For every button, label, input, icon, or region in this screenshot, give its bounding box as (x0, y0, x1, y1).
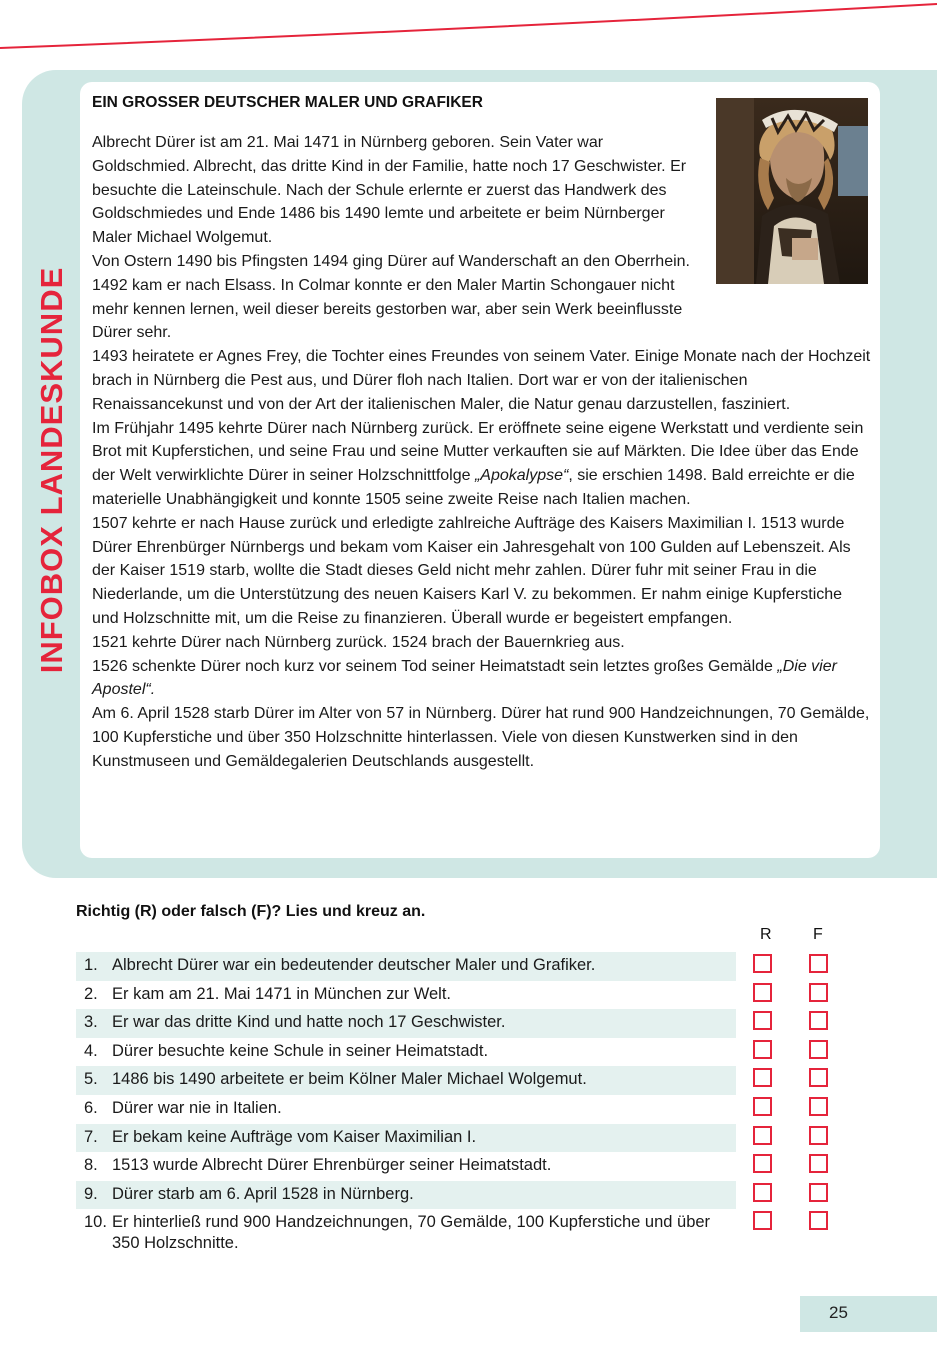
quiz-instruction: Richtig (R) oder falsch (F)? Lies und kreuz an. (76, 903, 426, 920)
quiz-statement-row (76, 952, 736, 981)
statement-number: 9. (84, 1184, 98, 1203)
checkbox-falsch[interactable] (809, 1097, 828, 1116)
article-body (92, 131, 872, 774)
statement-text: 1486 bis 1490 arbeitete er beim Kölner Maler Michael Wolgemut. (112, 1070, 587, 1089)
article-paragraph: 1507 kehrte er nach Hause zurück und erledigte zahlreiche Aufträge des Kaisers Maximilian I. 1513 wurde Dürer Ehrenbürger Nürnbergs und bekam vom Kaiser ein Jahresgehalt von 100 Gulden auf Lebenszeit. Als der Kaiser 1519 starb, wollte die Stadt dieses Geld nicht mehr zahlen. Dürer fuhr mit seiner Frau in die Niederlande, um die Unterstützung des neuen Kaisers Karl V. zu bekommen. Er nahm einige Kupferstiche und Holzschnitte mit, um die Reise zu finanzieren. Überall wurde er begeistert empfangen. (92, 514, 851, 627)
article-paragraph: Am 6. April 1528 starb Dürer im Alter von 57 in Nürnberg. Dürer hat rund 900 Handzeichnungen, 70 Gemälde, 100 Kupferstiche und über 350 Holzschnitte hinterlassen. Viele von diesen Kunstwerken sind in den Kunstmuseen und Gemäldegalerien Deutschlands ausgestellt. (92, 705, 870, 770)
quiz-statement-row (76, 1124, 736, 1153)
statement-number: 4. (84, 1041, 98, 1060)
checkbox-richtig[interactable] (753, 1183, 772, 1202)
page-number-box (800, 1296, 937, 1332)
checkbox-falsch[interactable] (809, 1126, 828, 1145)
checkbox-falsch[interactable] (809, 1011, 828, 1030)
checkbox-falsch[interactable] (809, 1040, 828, 1059)
column-header-richtig: R (760, 926, 772, 943)
statement-number: 1. (84, 956, 98, 974)
checkbox-richtig[interactable] (753, 1126, 772, 1145)
checkbox-richtig[interactable] (753, 1154, 772, 1173)
article-paragraph: Von Ostern 1490 bis Pfingsten 1494 ging Dürer auf Wanderschaft an den Oberrhein. 1492 kam er nach Elsass. In Colmar konnte er den Maler Martin Schongauer nicht mehr kennen lernen, weil dieser bereits gestorben war, aber sein Werk beeinflusste Dürer sehr. (92, 252, 690, 342)
quiz-statement-row (76, 1038, 736, 1067)
quiz-statement-row (76, 1066, 736, 1095)
quiz-statement-row (76, 1181, 736, 1210)
checkbox-richtig[interactable] (753, 1040, 772, 1059)
checkbox-richtig[interactable] (753, 1011, 772, 1030)
artwork-title: „Apokalypse“ (474, 467, 569, 485)
article-paragraph: 1526 schenkte Dürer noch kurz vor seinem Tod seiner Heimatstadt sein letztes großes Gemälde „Die vier Apostel“. (92, 657, 837, 699)
statement-number: 7. (84, 1127, 98, 1146)
statement-text: Er hinterließ rund 900 Handzeichnungen, 70 Gemälde, 100 Kupferstiche und über 350 Holzschnitte. (112, 1213, 711, 1253)
checkbox-richtig[interactable] (753, 1097, 772, 1116)
checkbox-falsch[interactable] (809, 954, 828, 973)
statement-number: 5. (84, 1070, 98, 1089)
checkbox-richtig[interactable] (753, 1211, 772, 1230)
quiz-statement-row (76, 1209, 736, 1257)
statement-text: Dürer starb am 6. April 1528 in Nürnberg. (112, 1184, 414, 1203)
statement-text: Er bekam keine Aufträge vom Kaiser Maximilian I. (112, 1127, 477, 1146)
article-paragraph: Albrecht Dürer ist am 21. Mai 1471 in Nürnberg geboren. Sein Vater war Goldschmied. Albrecht, das dritte Kind in der Familie, hatte noch 17 Geschwister. Er besuchte die Lateinschule. Nach der Schule erlernte er zuerst das Handwerk des Goldschmiedes und Ende 1486 bis 1490 lemte und arbeitete er beim Nürnberger Maler Michael Wolgemut. (92, 134, 687, 247)
statement-text: 1513 wurde Albrecht Dürer Ehrenbürger seiner Heimatstadt. (112, 1156, 552, 1175)
article-paragraph: 1521 kehrte Dürer nach Nürnberg zurück. 1524 brach der Bauernkrieg aus. (92, 633, 625, 651)
statement-number: 2. (84, 984, 98, 1003)
article-paragraph: Im Frühjahr 1495 kehrte Dürer nach Nürnberg zurück. Er eröffnete seine eigene Werkstatt und verdiente sein Brot mit Kupferstichen, und seine Frau und seine Mutter verkauften sie auf Märkten. Die Idee über das Ende der Welt verwirklichte Dürer in seiner Holzschnittfolge „Apokalypse“, sie erschien 1498. Bald erreichte er die materielle Unabhängigkeit und konnte 1505 seine zweite Reise nach Italien machen. (92, 419, 864, 508)
statement-number: 10. (84, 1213, 107, 1232)
artwork-title: „Die vier Apostel“. (92, 657, 837, 699)
column-header-falsch: F (813, 926, 823, 943)
quiz-statement-row (76, 1009, 736, 1038)
article-title: EIN GROSSER DEUTSCHER MALER UND GRAFIKER (92, 94, 483, 111)
statement-text: Er war das dritte Kind und hatte noch 17 Geschwister. (112, 1013, 506, 1032)
top-rule-line (0, 0, 937, 60)
statement-number: 3. (84, 1013, 98, 1032)
statement-text: Er kam am 21. Mai 1471 in München zur Welt. (112, 984, 452, 1003)
checkbox-richtig[interactable] (753, 1068, 772, 1087)
checkbox-falsch[interactable] (809, 1068, 828, 1087)
page-number: 25 (829, 1303, 848, 1322)
article-paragraph: 1493 heiratete er Agnes Frey, die Tochter eines Freundes von seinem Vater. Einige Monate nach der Hochzeit brach in Nürnberg die Pest aus, und Dürer floh nach Italien. Dort war er von der italienischen Renaissancekunst und von der Art der italienischen Maler, die Natur genau darzustellen, fasziniert. (92, 348, 871, 413)
checkbox-richtig[interactable] (753, 983, 772, 1002)
checkbox-falsch[interactable] (809, 1183, 828, 1202)
quiz-statement-list (76, 952, 736, 1257)
statement-text: Dürer war nie in Italien. (112, 1098, 282, 1117)
quiz-statement-row (76, 1095, 736, 1124)
statement-number: 6. (84, 1098, 98, 1117)
statement-text: Dürer besuchte keine Schule in seiner Heimatstadt. (112, 1041, 489, 1060)
checkbox-falsch[interactable] (809, 1154, 828, 1173)
statement-number: 8. (84, 1156, 98, 1175)
checkbox-richtig[interactable] (753, 954, 772, 973)
quiz-statement-row (76, 981, 736, 1010)
quiz-statement-row (76, 1152, 736, 1181)
checkbox-falsch[interactable] (809, 1211, 828, 1230)
statement-text: Albrecht Dürer war ein bedeutender deutscher Maler und Grafiker. (112, 956, 596, 974)
checkbox-falsch[interactable] (809, 983, 828, 1002)
